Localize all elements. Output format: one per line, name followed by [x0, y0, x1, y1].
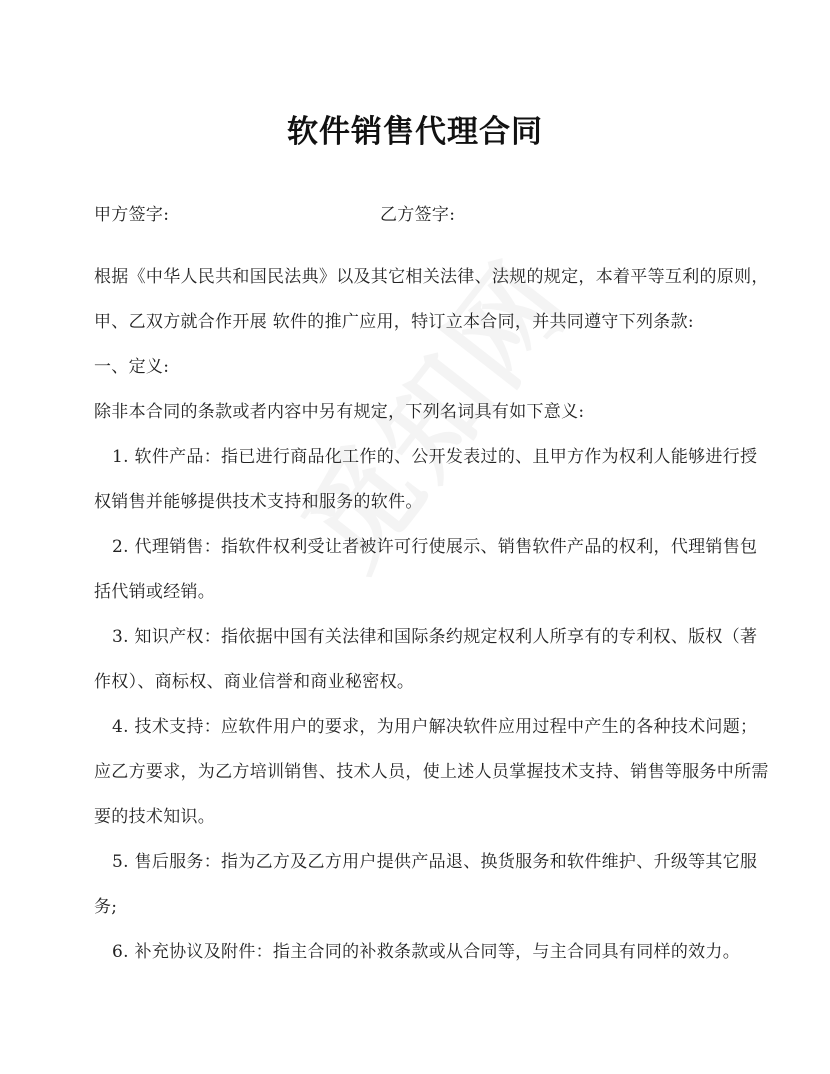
definition-item-6-line-1: 6. 补充协议及附件：指主合同的补救条款或从合同等，与主合同具有同样的效力。: [112, 942, 741, 962]
definition-item-2-line-1: 2. 代理销售：指软件权利受让者被许可行使展示、销售软件产品的权利，代理销售包: [112, 537, 758, 557]
definition-item-4-line-1: 4. 技术支持：应软件用户的要求，为用户解决软件应用过程中产生的各种技术问题；: [112, 717, 758, 737]
document-title: 软件销售代理合同: [287, 114, 543, 150]
party-b-signature-label: 乙方签字:: [380, 205, 456, 225]
preamble-line-1: 根据《中华人民共和国民法典》以及其它相关法律、法规的规定，本着平等互利的原则，: [94, 267, 769, 287]
definition-item-4-line-3: 要的技术知识。: [94, 807, 216, 827]
definition-item-3-line-1: 3. 知识产权：指依据中国有关法律和国际条约规定权利人所享有的专利权、版权（著: [112, 627, 758, 647]
definition-item-2-line-2: 括代销或经销。: [94, 582, 216, 602]
definitions-intro: 除非本合同的条款或者内容中另有规定，下列名词具有如下意义:: [94, 402, 585, 422]
definition-item-4-line-2: 应乙方要求，为乙方培训销售、技术人员，使上述人员掌握技术支持、销售等服务中所需: [94, 762, 769, 782]
section-heading-definitions: 一、定义:: [94, 357, 170, 377]
party-a-signature-label: 甲方签字:: [94, 205, 170, 225]
preamble-line-2: 甲、乙双方就合作开展 软件的推广应用，特订立本合同，并共同遵守下列条款:: [94, 312, 694, 332]
definition-item-1-line-1: 1. 软件产品：指已进行商品化工作的、公开发表过的、且甲方作为权利人能够进行授: [112, 447, 758, 467]
definition-item-3-line-2: 作权）、商标权、商业信誉和商业秘密权。: [94, 672, 415, 692]
definition-item-5-line-2: 务;: [94, 897, 118, 917]
definition-item-5-line-1: 5. 售后服务：指为乙方及乙方用户提供产品退、换货服务和软件维护、升级等其它服: [112, 852, 758, 872]
definition-item-1-line-2: 权销售并能够提供技术支持和服务的软件。: [94, 492, 423, 512]
